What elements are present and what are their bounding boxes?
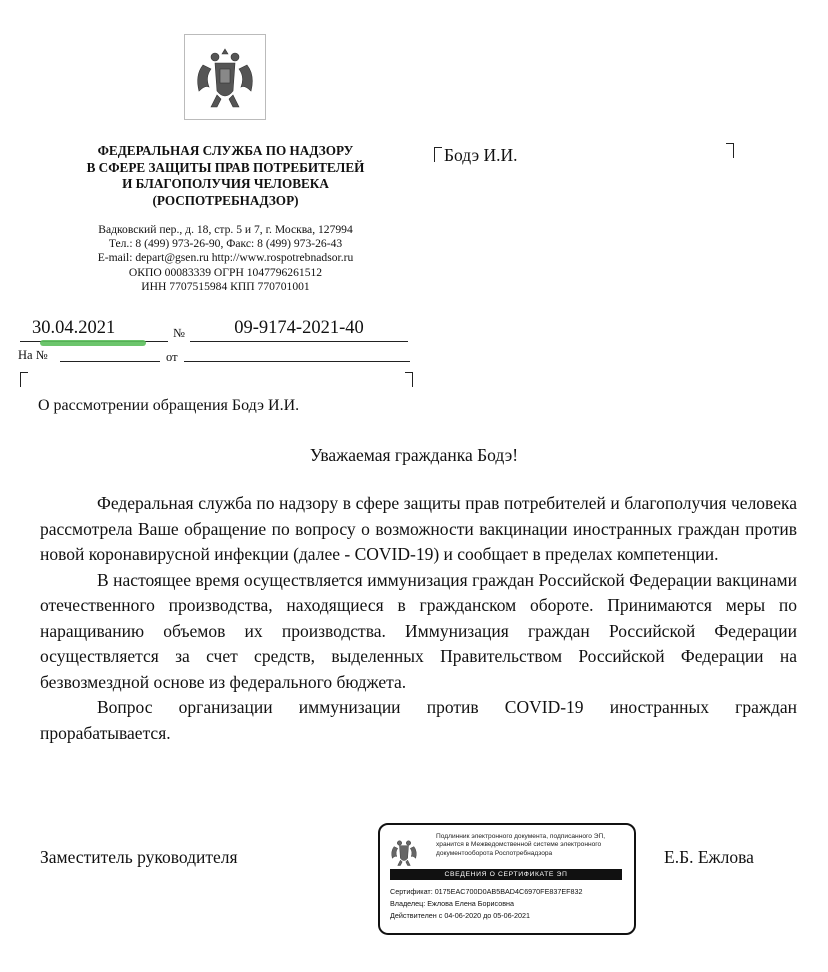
agency-line: В СФЕРЕ ЗАЩИТЫ ПРАВ ПОТРЕБИТЕЛЕЙ xyxy=(86,159,365,175)
signer-title: Заместитель руководителя xyxy=(40,847,238,867)
letter-body xyxy=(40,491,797,746)
signer-name: Е.Б. Ежлова xyxy=(664,847,754,867)
green-highlight-mark xyxy=(40,340,146,346)
agency-line: И БЛАГОПОЛУЧИЯ ЧЕЛОВЕКА xyxy=(122,176,329,191)
recipient-bracket-right xyxy=(726,143,734,158)
stamp-header-line: хранится в Межведомственной системе электронного xyxy=(436,841,602,849)
subject-bracket-right xyxy=(405,372,413,387)
reference-date-line xyxy=(184,361,410,362)
agency-contacts xyxy=(28,223,423,294)
salutation: Уважаемая гражданка Бодэ! xyxy=(309,445,519,465)
stamp-header-line: Подлинник электронного документа, подписанного ЭП, xyxy=(436,833,606,840)
russian-coat-of-arms-icon xyxy=(386,833,422,871)
reference-number-line xyxy=(60,361,160,362)
contact-line: E-mail: depart@gsen.ru http://www.rospotrebnadsor.ru xyxy=(97,251,354,265)
number-underline xyxy=(190,341,408,342)
recipient-bracket-left xyxy=(434,147,442,162)
contact-line: Вадковский пер., д. 18, стр. 5 и 7, г. Москва, 127994 xyxy=(98,223,353,236)
document-number: 09-9174-2021-40 xyxy=(234,318,364,338)
reference-date-label: от xyxy=(166,350,178,364)
agency-line: (РОСПОТРЕБНАДЗОР) xyxy=(152,192,299,208)
stamp-certificate: Сертификат: 0175EAC700D0AB5BAD4C6970FE837EF832 xyxy=(390,887,583,896)
body-paragraph: Вопрос организации иммунизации против COVID-19 иностранных граждан прорабатывается. xyxy=(40,697,797,743)
contact-line: ИНН 7707515984 КПП 770701001 xyxy=(141,279,310,293)
reference-number-label: На № xyxy=(18,348,48,362)
agency-block xyxy=(28,143,423,294)
electronic-signature-stamp xyxy=(378,823,636,935)
stamp-validity: Действителен с 04-06-2020 до 05-06-2021 xyxy=(390,911,531,920)
contact-line: Тел.: 8 (499) 973-26-90, Факс: 8 (499) 973-26-43 xyxy=(108,237,343,251)
stamp-certificate-bar: СВЕДЕНИЯ О СЕРТИФИКАТЕ ЭП xyxy=(390,869,622,880)
stamp-emblem xyxy=(386,833,422,871)
russian-coat-of-arms-icon xyxy=(185,35,265,119)
stamp-owner: Владелец: Ежлова Елена Борисовна xyxy=(390,899,514,908)
stamp-header xyxy=(436,833,628,858)
body-paragraph: Федеральная служба по надзору в сфере защиты прав потребителей и благополучия человека рассмотрела Ваше обращение по вопросу о возможности вакцинации иностранных граждан против новой коронавирусной инфекции (далее - COVID-19) и сообщает в пределах компетенции. xyxy=(40,493,797,564)
contact-line: ОКПО 00083339 ОГРН 1047796261512 xyxy=(128,265,323,279)
stamp-header-line: документооборота Роспотребнадзора xyxy=(436,849,553,857)
coat-of-arms-emblem xyxy=(184,34,266,120)
document-date: 30.04.2021 xyxy=(32,318,116,338)
agency-name xyxy=(28,143,423,209)
recipient-name: Бодэ И.И. xyxy=(444,145,518,165)
agency-line: ФЕДЕРАЛЬНАЯ СЛУЖБА ПО НАДЗОРУ xyxy=(97,143,354,158)
number-label: № xyxy=(173,326,185,340)
subject-bracket-left xyxy=(20,372,28,387)
body-paragraph: В настоящее время осуществляется иммунизация граждан Российской Федерации вакцинами отечественного производства, находящиеся в гражданском обороте. Принимаются меры по наращиванию объемов их производства. Иммунизация граждан Российской Федерации осуществляется за счет средств, выделенных Правительством Российской Федерации на безвозмездной основе из федерального бюджета. xyxy=(40,569,797,692)
letter-subject: О рассмотрении обращения Бодэ И.И. xyxy=(38,397,300,414)
